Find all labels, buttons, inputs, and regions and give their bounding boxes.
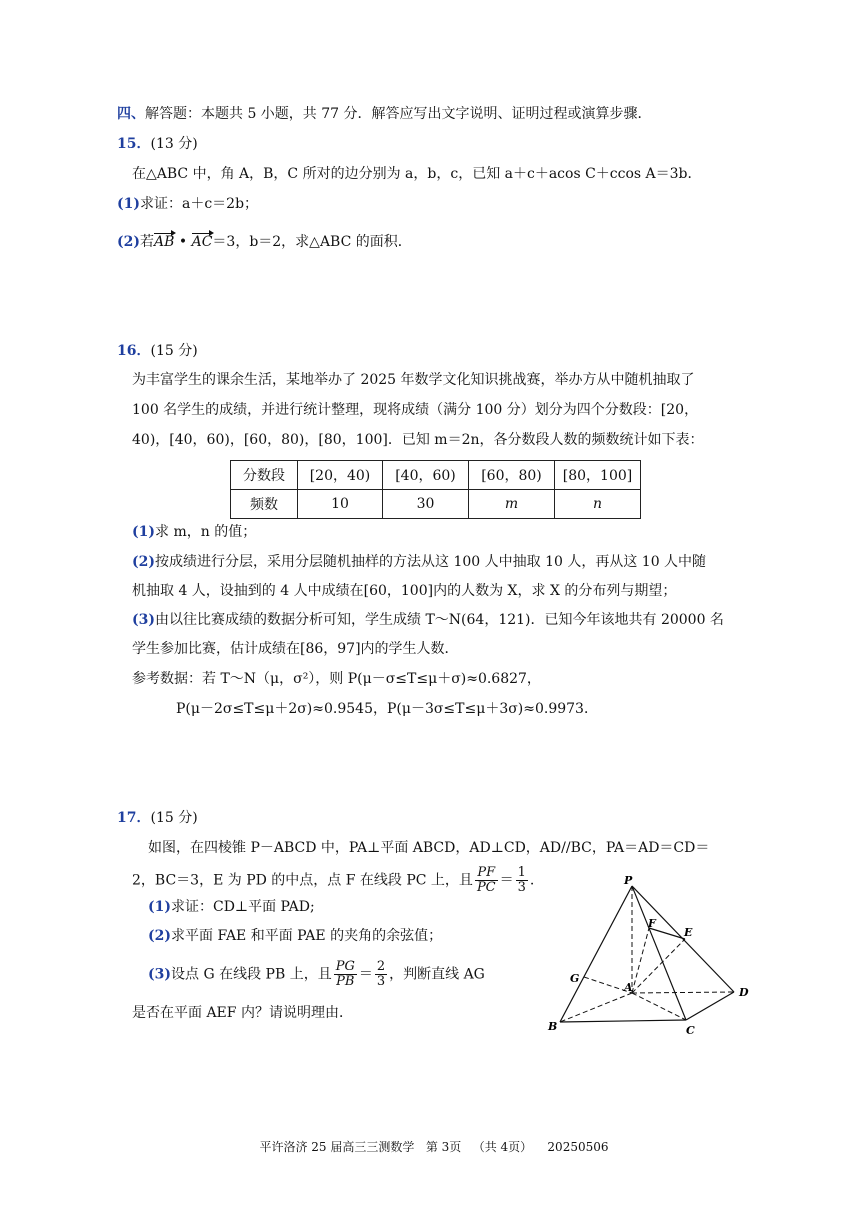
q17-number: 17．: [117, 810, 151, 826]
label-d: D: [739, 986, 749, 999]
edge-ad: [632, 992, 734, 993]
q17-stem-line2: [132, 866, 534, 895]
q16-part2-text: 按成绩进行分层，采用分层随机抽样的方法从这 100 人中抽取 10 人，再从这 10 人中随: [155, 554, 707, 570]
edge-pb: [560, 886, 632, 1022]
vector-ab: AB: [154, 234, 175, 250]
table-cell: n: [555, 490, 641, 519]
q17-part2: [148, 926, 442, 946]
edge-cd: [686, 992, 734, 1020]
fraction-pg-pb: $\frac{PG}{PB}$: [335, 959, 355, 989]
pyramid-figure: [540, 872, 760, 1042]
label-e: E: [684, 926, 693, 939]
q15-part1-label: (1): [117, 196, 140, 212]
q16-part2-line2: 机抽取 4 人，设抽到的 4 人中成绩在[60，100]内的人数为 X，求 X 的分布列与期望；: [132, 583, 677, 599]
table-cell: m: [469, 490, 555, 519]
q16-reference-line: 参考数据：若 T～N（μ，σ²），则 P(μ－σ≤T≤μ＋σ)≈0.6827，: [132, 671, 541, 687]
table-cell: [20，40): [298, 461, 383, 490]
q16-stem-line: 100 名学生的成绩，并进行统计整理，现将成绩（满分 100 分）划分为四个分数段：[20，: [132, 402, 699, 418]
q17-header: [117, 808, 198, 828]
fraction-pf-pc: $\frac{PF}{PC}$: [476, 865, 496, 895]
q15-stem: 在△ABC 中，角 A，B，C 所对的边分别为 a，b，c，已知 a＋c＋acos C＋ccos A＝3b．: [132, 166, 702, 182]
q16-part3-line2: 学生参加比赛，估计成绩在[86，97]内的学生人数．: [132, 641, 459, 657]
q16-part1-text: 求 m，n 的值；: [155, 524, 257, 540]
label-a: A: [624, 981, 633, 994]
frequency-table: [230, 460, 641, 519]
equals-sign: ＝: [499, 872, 514, 889]
section-instructions: 解答题：本题共 5 小题，共 77 分．解答应写出文字说明、证明过程或演算步骤．: [145, 106, 652, 122]
fraction-two-thirds: $\frac{2}{3}$: [376, 959, 386, 989]
q17-part1-label: (1): [148, 899, 171, 915]
q16-part3: [132, 610, 724, 630]
q15-part2: [117, 232, 412, 252]
q17-part3-line2: 是否在平面 AEF 内？请说明理由．: [132, 1005, 353, 1021]
q15-header: [117, 134, 198, 154]
table-cell: [40，60): [383, 461, 469, 490]
table-row: [231, 490, 641, 519]
q17-stem-line1: 如图，在四棱锥 P－ABCD 中，PA⊥平面 ABCD，AD⊥CD，AD//BC，PA＝AD＝CD＝: [148, 840, 710, 856]
q17-part3: [148, 960, 485, 989]
q16-points: (15 分): [150, 343, 198, 359]
q16-part2: [132, 552, 706, 572]
table-cell: 频数: [231, 490, 298, 519]
table-cell: [60，80): [469, 461, 555, 490]
q16-part3-label: (3): [132, 612, 155, 628]
q15-part2-pre: 若: [140, 234, 154, 250]
table-cell: [80，100]: [555, 461, 641, 490]
label-c: C: [686, 1024, 695, 1037]
q16-part1-label: (1): [132, 524, 155, 540]
q17-points: (15 分): [150, 810, 198, 826]
q17-part3-pre: 设点 G 在线段 PB 上，且: [171, 966, 332, 983]
q16-reference-line: P(μ－2σ≤T≤μ＋2σ)≈0.9545，P(μ－3σ≤T≤μ＋3σ)≈0.9973．: [176, 701, 598, 717]
table-cell: 10: [298, 490, 383, 519]
dot-operator: •: [174, 234, 192, 250]
q15-part2-post: ＝3，b＝2，求△ABC 的面积．: [212, 234, 412, 250]
equals-sign: ＝: [358, 966, 373, 983]
q16-stem-line: 40)，[40，60)，[60，80)，[80，100]．已知 m＝2n，各分数段人数的频数统计如下表：: [132, 432, 704, 448]
q16-part1: [132, 522, 256, 542]
q16-part3-text: 由以往比赛成绩的数据分析可知，学生成绩 T～N(64，121)．已知今年该地共有 20000 名: [155, 612, 724, 628]
q16-part2-label: (2): [132, 554, 155, 570]
page-footer: 平许洛济 25 届高三三测数学 第 3页 （共 4页） 20250506: [259, 1140, 609, 1154]
stem-period: .: [529, 872, 535, 889]
q17-part3-post: ，判断直线 AG: [389, 966, 485, 983]
label-g: G: [570, 972, 580, 985]
segment-af: [632, 928, 649, 993]
edge-bc: [560, 1020, 686, 1022]
label-f: F: [648, 917, 656, 930]
q15-part2-label: (2): [117, 234, 140, 250]
q16-header: [117, 341, 198, 361]
edge-pc: [632, 886, 686, 1020]
section-header: [117, 104, 652, 124]
segment-ae: [632, 939, 685, 993]
fraction-one-third: $\frac{1}{3}$: [517, 865, 526, 895]
table-header-row: [231, 461, 641, 490]
q17-part1: [148, 897, 315, 917]
q15-number: 15．: [117, 136, 151, 152]
edge-ab: [560, 993, 632, 1022]
q17-part3-label: (3): [148, 966, 171, 983]
section-label: 四、: [117, 106, 145, 122]
q17-part2-label: (2): [148, 928, 171, 944]
edge-ac: [632, 993, 686, 1020]
table-cell: 30: [383, 490, 469, 519]
q15-points: (13 分): [150, 136, 198, 152]
q17-part1-text: 求证：CD⊥平面 PAD;: [171, 899, 315, 915]
label-p: P: [624, 874, 633, 887]
q17-part2-text: 求平面 FAE 和平面 PAE 的夹角的余弦值；: [171, 928, 443, 944]
table-cell: 分数段: [231, 461, 298, 490]
q16-stem-line: 为丰富学生的课余生活，某地举办了 2025 年数学文化知识挑战赛，举办方从中随机抽取了: [132, 372, 695, 388]
label-b: B: [548, 1020, 558, 1033]
q16-number: 16．: [117, 343, 151, 359]
q17-stem-text: 2，BC＝3，E 为 PD 的中点，点 F 在线段 PC 上，且: [132, 872, 473, 889]
q15-part1-text: 求证：a＋c＝2b；: [140, 196, 259, 212]
q15-part1: [117, 194, 258, 214]
vector-ac: AC: [191, 234, 213, 250]
